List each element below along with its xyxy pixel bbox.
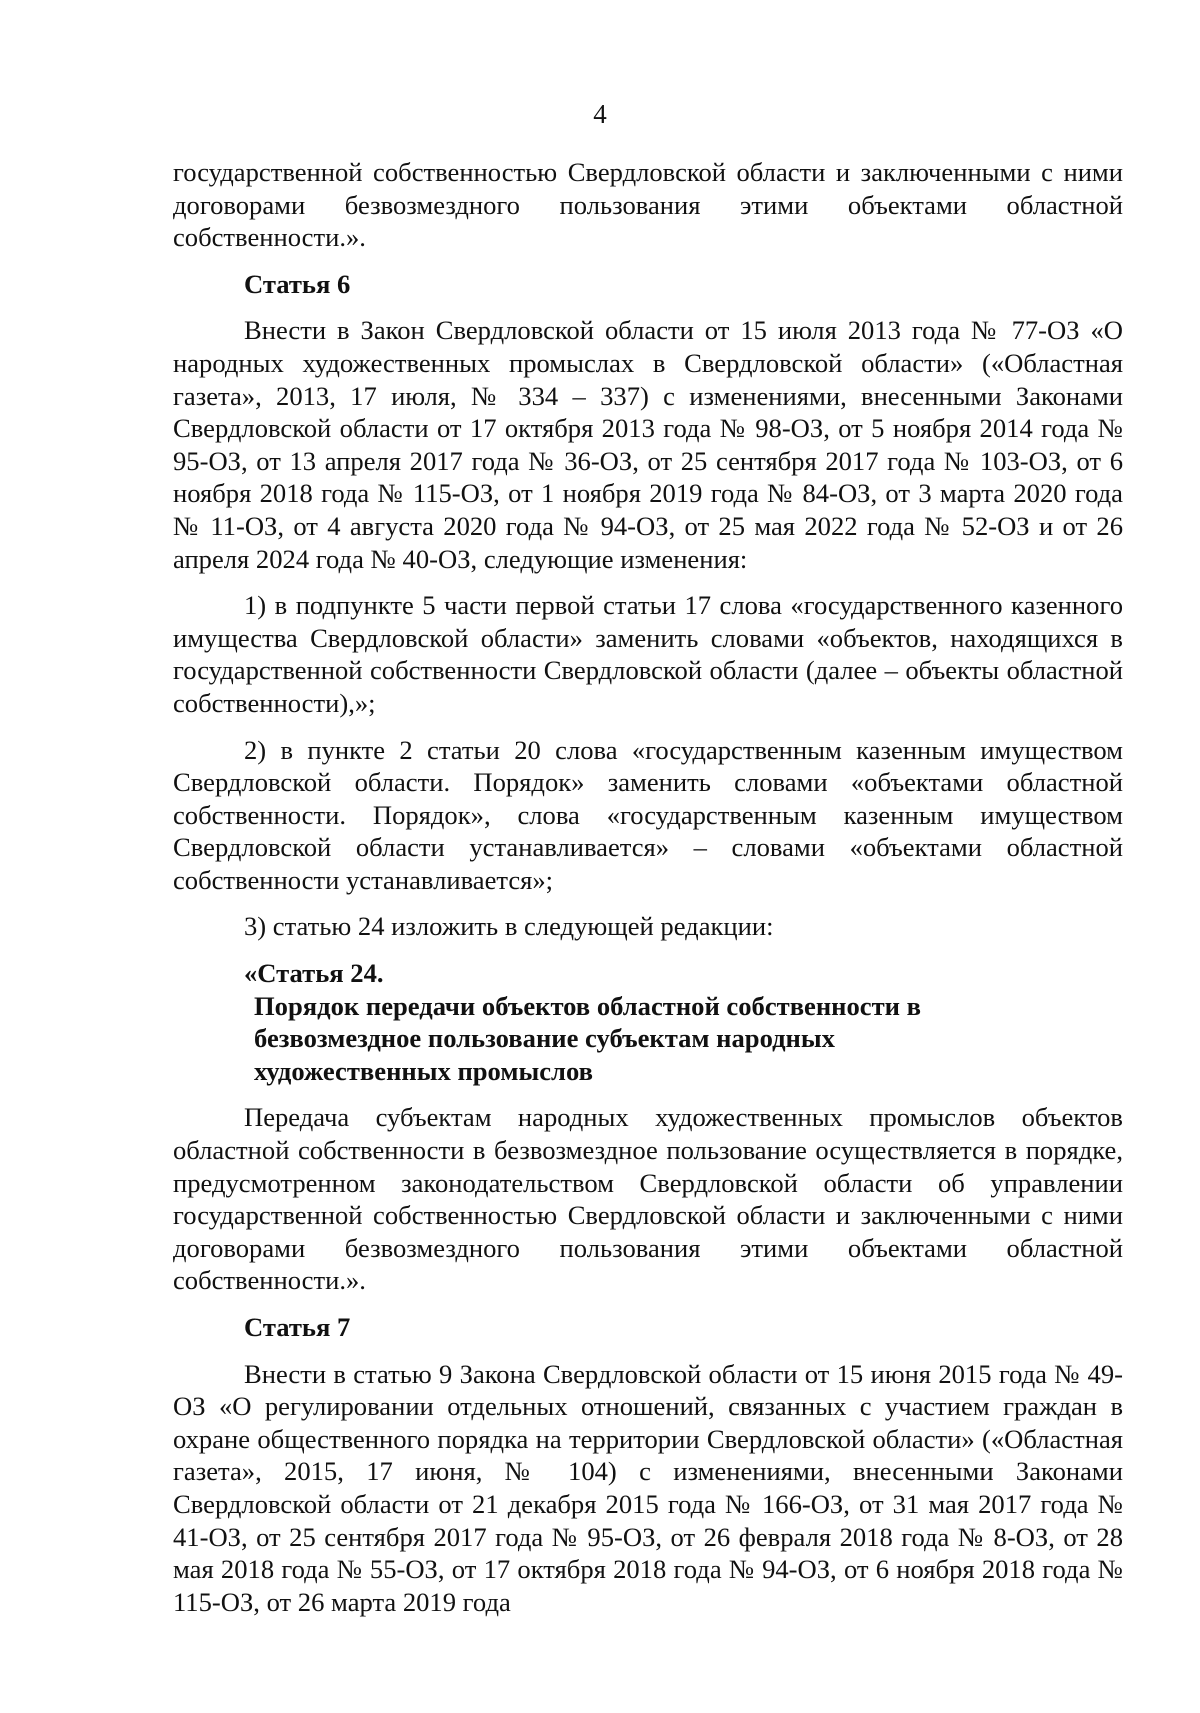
document-body <box>173 156 1123 1632</box>
article-24-title <box>244 957 1123 1087</box>
article-24-text: Передача субъектам народных художественных промыслов объектов областной собственности в безвозмездное пользование осуществляется в порядке, предусмотренном законодательством Свердловской области об управлении государственной собственностью Свердловской области и заключенными с ними договорами безвозмездного пользования этими объектами областной собственности.». <box>173 1102 1123 1296</box>
article-6-item-3: 3) статью 24 изложить в следующей редакции: <box>244 911 774 942</box>
article-24-name: Порядок передачи объектов областной собственности в безвозмездное пользование субъектам народных художественных промыслов <box>254 990 921 1086</box>
page-number: 4 <box>593 99 607 129</box>
article-6-item-1: 1) в подпункте 5 части первой статьи 17 слова «государственного казенного имущества Свердловской области» заменить словами «объектов, находящихся в государственной собственности Свердловской области (далее – объекты областной собственности),»; <box>173 590 1123 718</box>
article-7-heading: Статья 7 <box>244 1312 351 1342</box>
article-6-item-2: 2) в пункте 2 статьи 20 слова «государственным казенным имуществом Свердловской области. Порядок» заменить словами «объектами областной собственности. Порядок», слова «государственным казенным имуществом Свердловской области устанавливается» – словами «объектами областной собственности устанавливается»; <box>173 734 1123 895</box>
article-6-heading: Статья 6 <box>244 268 351 299</box>
article-6-intro: Внести в Закон Свердловской области от 15 июля 2013 года № 77-ОЗ «О народных художественных промыслах в Свердловской области» («Областная газета», 2013, 17 июля, № 334 – 337) с изменениями, внесенными Законами Свердловской области от 17 октября 2013 года № 98-ОЗ, от 5 ноября 2014 года № 95-ОЗ, от 13 апреля 2017 года № 36-ОЗ, от 25 сентября 2017 года № 103-ОЗ, от 6 ноября 2018 года № 115-ОЗ, от 1 ноября 2019 года № 84-ОЗ, от 3 марта 2020 года № 11-ОЗ, от 4 августа 2020 года № 94-ОЗ, от 25 мая 2022 года № 52-ОЗ и от 26 апреля 2024 года № 40-ОЗ, следующие изменения: <box>173 315 1123 574</box>
article-24-number: «Статья 24. <box>244 958 384 989</box>
article-7-intro: Внести в статью 9 Закона Свердловской области от 15 июня 2015 года № 49-ОЗ «О регулировании отдельных отношений, связанных с участием граждан в охране общественного порядка на территории Свердловской области» («Областная газета», 2015, 17 июня, № 104) с изменениями, внесенными Законами Свердловской области от 21 декабря 2015 года № 166-ОЗ, от 31 мая 2017 года № 41-ОЗ, от 25 сентября 2017 года № 95-ОЗ, от 26 февраля 2018 года № 8-ОЗ, от 28 мая 2018 года № 55-ОЗ, от 17 октября 2018 года № 94-ОЗ, от 6 ноября 2018 года № 115-ОЗ, от 26 марта 2019 года <box>173 1358 1123 1617</box>
paragraph-continuation: государственной собственностью Свердловской области и заключенными с ними договорами безвозмездного пользования этими объектами областной собственности.». <box>173 157 1123 253</box>
